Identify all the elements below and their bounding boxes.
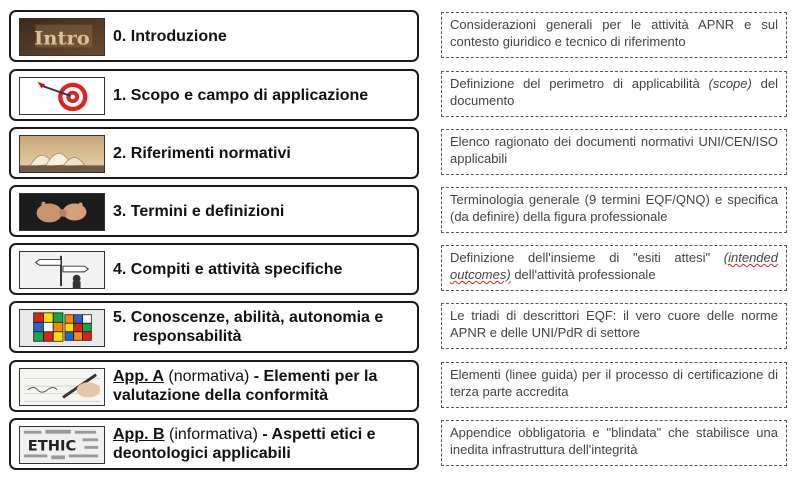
section-row-7 [0, 418, 800, 470]
section-title: 0. Introduzione [113, 27, 227, 45]
section-row-0 [0, 10, 800, 62]
opera-house-icon [19, 135, 105, 173]
desc-italic: (scope) [708, 76, 752, 91]
ethic-word-cloud-icon [19, 426, 105, 464]
section-title [113, 362, 409, 410]
section-title-line: - Aspetti etici e [257, 426, 376, 443]
section-description: Elementi (linee guida) per il processo di certificazione di terza parte accredita [441, 362, 787, 408]
section-title-line: valutazione della conformità [113, 387, 329, 404]
section-title-line: - Elementi per la [249, 368, 378, 385]
section-title-box[interactable] [9, 69, 419, 121]
section-title [113, 420, 409, 468]
section-title-box[interactable] [9, 418, 419, 470]
section-title-box[interactable] [9, 301, 419, 353]
section-title-box[interactable] [9, 127, 419, 179]
desc-part: del documento [450, 76, 778, 108]
section-row-3 [0, 185, 800, 237]
section-title: 2. Riferimenti normativi [113, 144, 291, 162]
appendix-type: (normativa) [163, 368, 250, 385]
section-description [441, 71, 787, 117]
desc-italic: (intended outcomes) [450, 250, 778, 282]
desc-part: Definizione dell'insieme di "esiti attesi" [450, 250, 724, 265]
svg-text:Intro: Intro [34, 26, 90, 50]
section-title: 4. Compiti e attività specifiche [113, 260, 343, 278]
crossroads-sign-icon [19, 251, 105, 289]
section-title-box[interactable] [9, 360, 419, 412]
ethic-thumb-text: ETHIC [27, 438, 77, 455]
section-title-box[interactable] [9, 10, 419, 62]
section-description: Le triadi di descrittori EQF: il vero cuore delle norme APNR e delle UNI/PdR di settore [441, 303, 787, 349]
section-row-1 [0, 69, 800, 121]
desc-part: Definizione del perimetro di applicabilità [450, 76, 709, 91]
desc-part: dell'attività professionale [510, 267, 656, 282]
section-row-4 [0, 243, 800, 295]
section-description [441, 245, 787, 291]
intro-wood-icon [19, 18, 105, 56]
section-title-box[interactable] [9, 243, 419, 295]
target-dart-icon [19, 77, 105, 115]
pen-writing-icon [19, 368, 105, 406]
section-title-box[interactable] [9, 185, 419, 237]
appendix-label: App. B [113, 426, 165, 443]
section-title-line: responsabilità [133, 328, 242, 345]
section-row-5 [0, 301, 800, 353]
section-title-line: 5. Conoscenze, abilità, autonomia e [113, 309, 384, 326]
sign-language-hands-icon [19, 193, 105, 231]
appendix-type: (informativa) [164, 426, 258, 443]
section-title: 1. Scopo e campo di applicazione [113, 86, 369, 104]
section-title [113, 303, 409, 351]
section-description: Appendice obbligatoria e "blindata" che stabilisce una inedita infrastruttura dell'integrità [441, 420, 787, 466]
section-description: Considerazioni generali per le attività APNR e sul contesto giuridico e tecnico di riferimento [441, 12, 787, 58]
rubik-cube-icon [19, 309, 105, 347]
section-title: 3. Termini e definizioni [113, 202, 285, 220]
section-row-6 [0, 360, 800, 412]
section-description: Elenco ragionato dei documenti normativi UNI/CEN/ISO applicabili [441, 129, 787, 175]
section-description: Terminologia generale (9 termini EQF/QNQ) e specifica (da definire) della figura professionale [441, 187, 787, 233]
section-row-2 [0, 127, 800, 179]
section-title-line: deontologici applicabili [113, 445, 291, 462]
appendix-label: App. A [113, 368, 164, 385]
